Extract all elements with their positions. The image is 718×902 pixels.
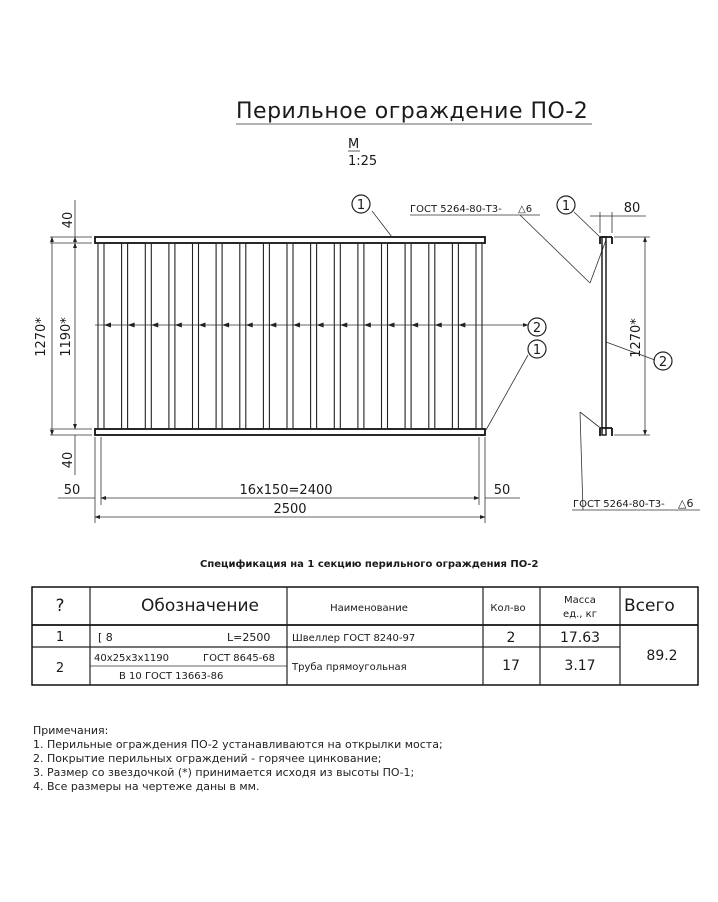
post-13 bbox=[382, 243, 388, 429]
spec-caption: Спецификация на 1 секцию перильного ограждения ПО-2 bbox=[200, 559, 539, 570]
post-arrow-15 bbox=[435, 323, 442, 328]
post-5 bbox=[193, 243, 199, 429]
spec-row2-designation-b: ГОСТ 8645-68 bbox=[203, 653, 276, 664]
spec-header-qty: Кол-во bbox=[490, 603, 526, 614]
spec-row1-pos: 1 bbox=[55, 630, 65, 645]
side-callout-number-top: 1 bbox=[561, 199, 571, 214]
spec-total-mass: 89.2 bbox=[646, 648, 678, 664]
vertical-dimensions bbox=[34, 200, 92, 475]
spec-row1-designation-b: L=2500 bbox=[227, 631, 271, 644]
weld-symbol-top: △6 bbox=[518, 204, 533, 215]
spec-header-mass-1: Масса bbox=[564, 595, 596, 606]
callout-leader-top bbox=[372, 211, 392, 237]
note-item-2: 2. Покрытие перильных ограждений - горячее цинкование; bbox=[33, 752, 382, 765]
note-item-1: 1. Перильные ограждения ПО-2 устанавливаются на открылки моста; bbox=[33, 738, 443, 751]
spec-row2-qty: 17 bbox=[502, 658, 520, 674]
dim-1190: 1190* bbox=[59, 317, 74, 357]
notes-block bbox=[33, 724, 443, 794]
spec-row2-pos: 2 bbox=[55, 661, 65, 676]
post-arrow-7 bbox=[246, 323, 253, 328]
spec-row2-mass: 3.17 bbox=[564, 658, 596, 674]
weld-label-top: ГОСТ 5264-80-Т3- bbox=[410, 204, 502, 215]
post-arrow-8 bbox=[269, 323, 276, 328]
post-arrow-9 bbox=[293, 323, 300, 328]
post-15 bbox=[429, 243, 435, 429]
spec-row1-designation-a: [ 8 bbox=[98, 631, 113, 644]
post-7 bbox=[240, 243, 246, 429]
post-16 bbox=[452, 243, 458, 429]
dim-1270: 1270* bbox=[34, 317, 49, 357]
post-group bbox=[98, 243, 482, 429]
spec-row2-designation-c: В 10 ГОСТ 13663-86 bbox=[119, 671, 224, 682]
side-post bbox=[602, 237, 606, 435]
notes-heading: Примечания: bbox=[33, 724, 109, 737]
post-arrow-10 bbox=[317, 323, 324, 328]
front-view bbox=[95, 237, 528, 435]
post-14 bbox=[405, 243, 411, 429]
spec-header-designation: Обозначение bbox=[141, 596, 259, 616]
weld-leader-bottom-b bbox=[580, 412, 583, 510]
post-arrow-13 bbox=[388, 323, 395, 328]
top-channel bbox=[95, 237, 485, 243]
callout-number-top: 1 bbox=[356, 198, 366, 213]
post-4 bbox=[169, 243, 175, 429]
dim-span: 16x150=2400 bbox=[239, 483, 333, 498]
post-arrow-2 bbox=[128, 323, 135, 328]
post-arrow-6 bbox=[222, 323, 229, 328]
post-3 bbox=[145, 243, 151, 429]
spec-header-mass-2: ед., кг bbox=[563, 609, 597, 620]
dim-left-50: 50 bbox=[63, 483, 81, 498]
spec-row2-designation-a: 40x25x3x1190 bbox=[94, 653, 170, 664]
dim-bottom-40: 40 bbox=[61, 451, 76, 469]
post-11 bbox=[334, 243, 340, 429]
post-arrow-14 bbox=[411, 323, 418, 328]
scale-value: 1:25 bbox=[348, 154, 378, 169]
post-2 bbox=[122, 243, 128, 429]
post-17 bbox=[476, 243, 482, 429]
post-1 bbox=[98, 243, 104, 429]
spec-table bbox=[32, 587, 698, 685]
post-arrow-1 bbox=[104, 323, 111, 328]
post-arrow-11 bbox=[340, 323, 347, 328]
post-arrow-4 bbox=[175, 323, 182, 328]
spec-row1-qty: 2 bbox=[506, 630, 516, 646]
spec-header-total: Всего bbox=[624, 596, 675, 616]
bottom-channel bbox=[95, 429, 485, 435]
post-12 bbox=[358, 243, 364, 429]
callout-number-mid: 2 bbox=[532, 321, 542, 336]
weld-leader-top-a bbox=[520, 215, 590, 283]
callout-number-bottom: 1 bbox=[532, 343, 542, 358]
side-dim-80: 80 bbox=[623, 201, 641, 216]
spec-row1-name: Швеллер ГОСТ 8240-97 bbox=[292, 633, 416, 644]
note-item-4: 4. Все размеры на чертеже даны в мм. bbox=[33, 780, 260, 793]
dim-top-40: 40 bbox=[61, 211, 76, 229]
post-10 bbox=[311, 243, 317, 429]
post-6 bbox=[216, 243, 222, 429]
side-callout-number-mid: 2 bbox=[658, 355, 668, 370]
spec-row1-mass: 17.63 bbox=[559, 630, 601, 646]
scale-label: М bbox=[348, 137, 360, 152]
dim-right-50: 50 bbox=[493, 483, 511, 498]
weld-symbol-bottom: △6 bbox=[678, 497, 694, 510]
callout-leader-bottom bbox=[486, 355, 528, 430]
horizontal-dimensions bbox=[58, 437, 520, 523]
note-item-3: 3. Размер со звездочкой (*) принимается исходя из высоты ПО-1; bbox=[33, 766, 415, 779]
post-9 bbox=[287, 243, 293, 429]
spec-row2-name: Труба прямоугольная bbox=[292, 662, 407, 673]
post-arrow-16 bbox=[458, 323, 465, 328]
side-dim-1270: 1270* bbox=[629, 318, 644, 358]
weld-label-bottom: ГОСТ 5264-80-Т3- bbox=[573, 499, 665, 510]
post-arrow-12 bbox=[364, 323, 371, 328]
weld-leader-bottom-a bbox=[580, 412, 603, 430]
spec-header-name: Наименование bbox=[330, 603, 408, 614]
weld-leader-top-b bbox=[590, 240, 606, 283]
spec-header-pos: ? bbox=[55, 596, 65, 616]
dim-2500: 2500 bbox=[273, 502, 307, 517]
post-8 bbox=[263, 243, 269, 429]
post-arrow-3 bbox=[151, 323, 158, 328]
drawing-title: Перильное ограждение ПО-2 bbox=[236, 99, 589, 124]
post-arrow-5 bbox=[199, 323, 206, 328]
